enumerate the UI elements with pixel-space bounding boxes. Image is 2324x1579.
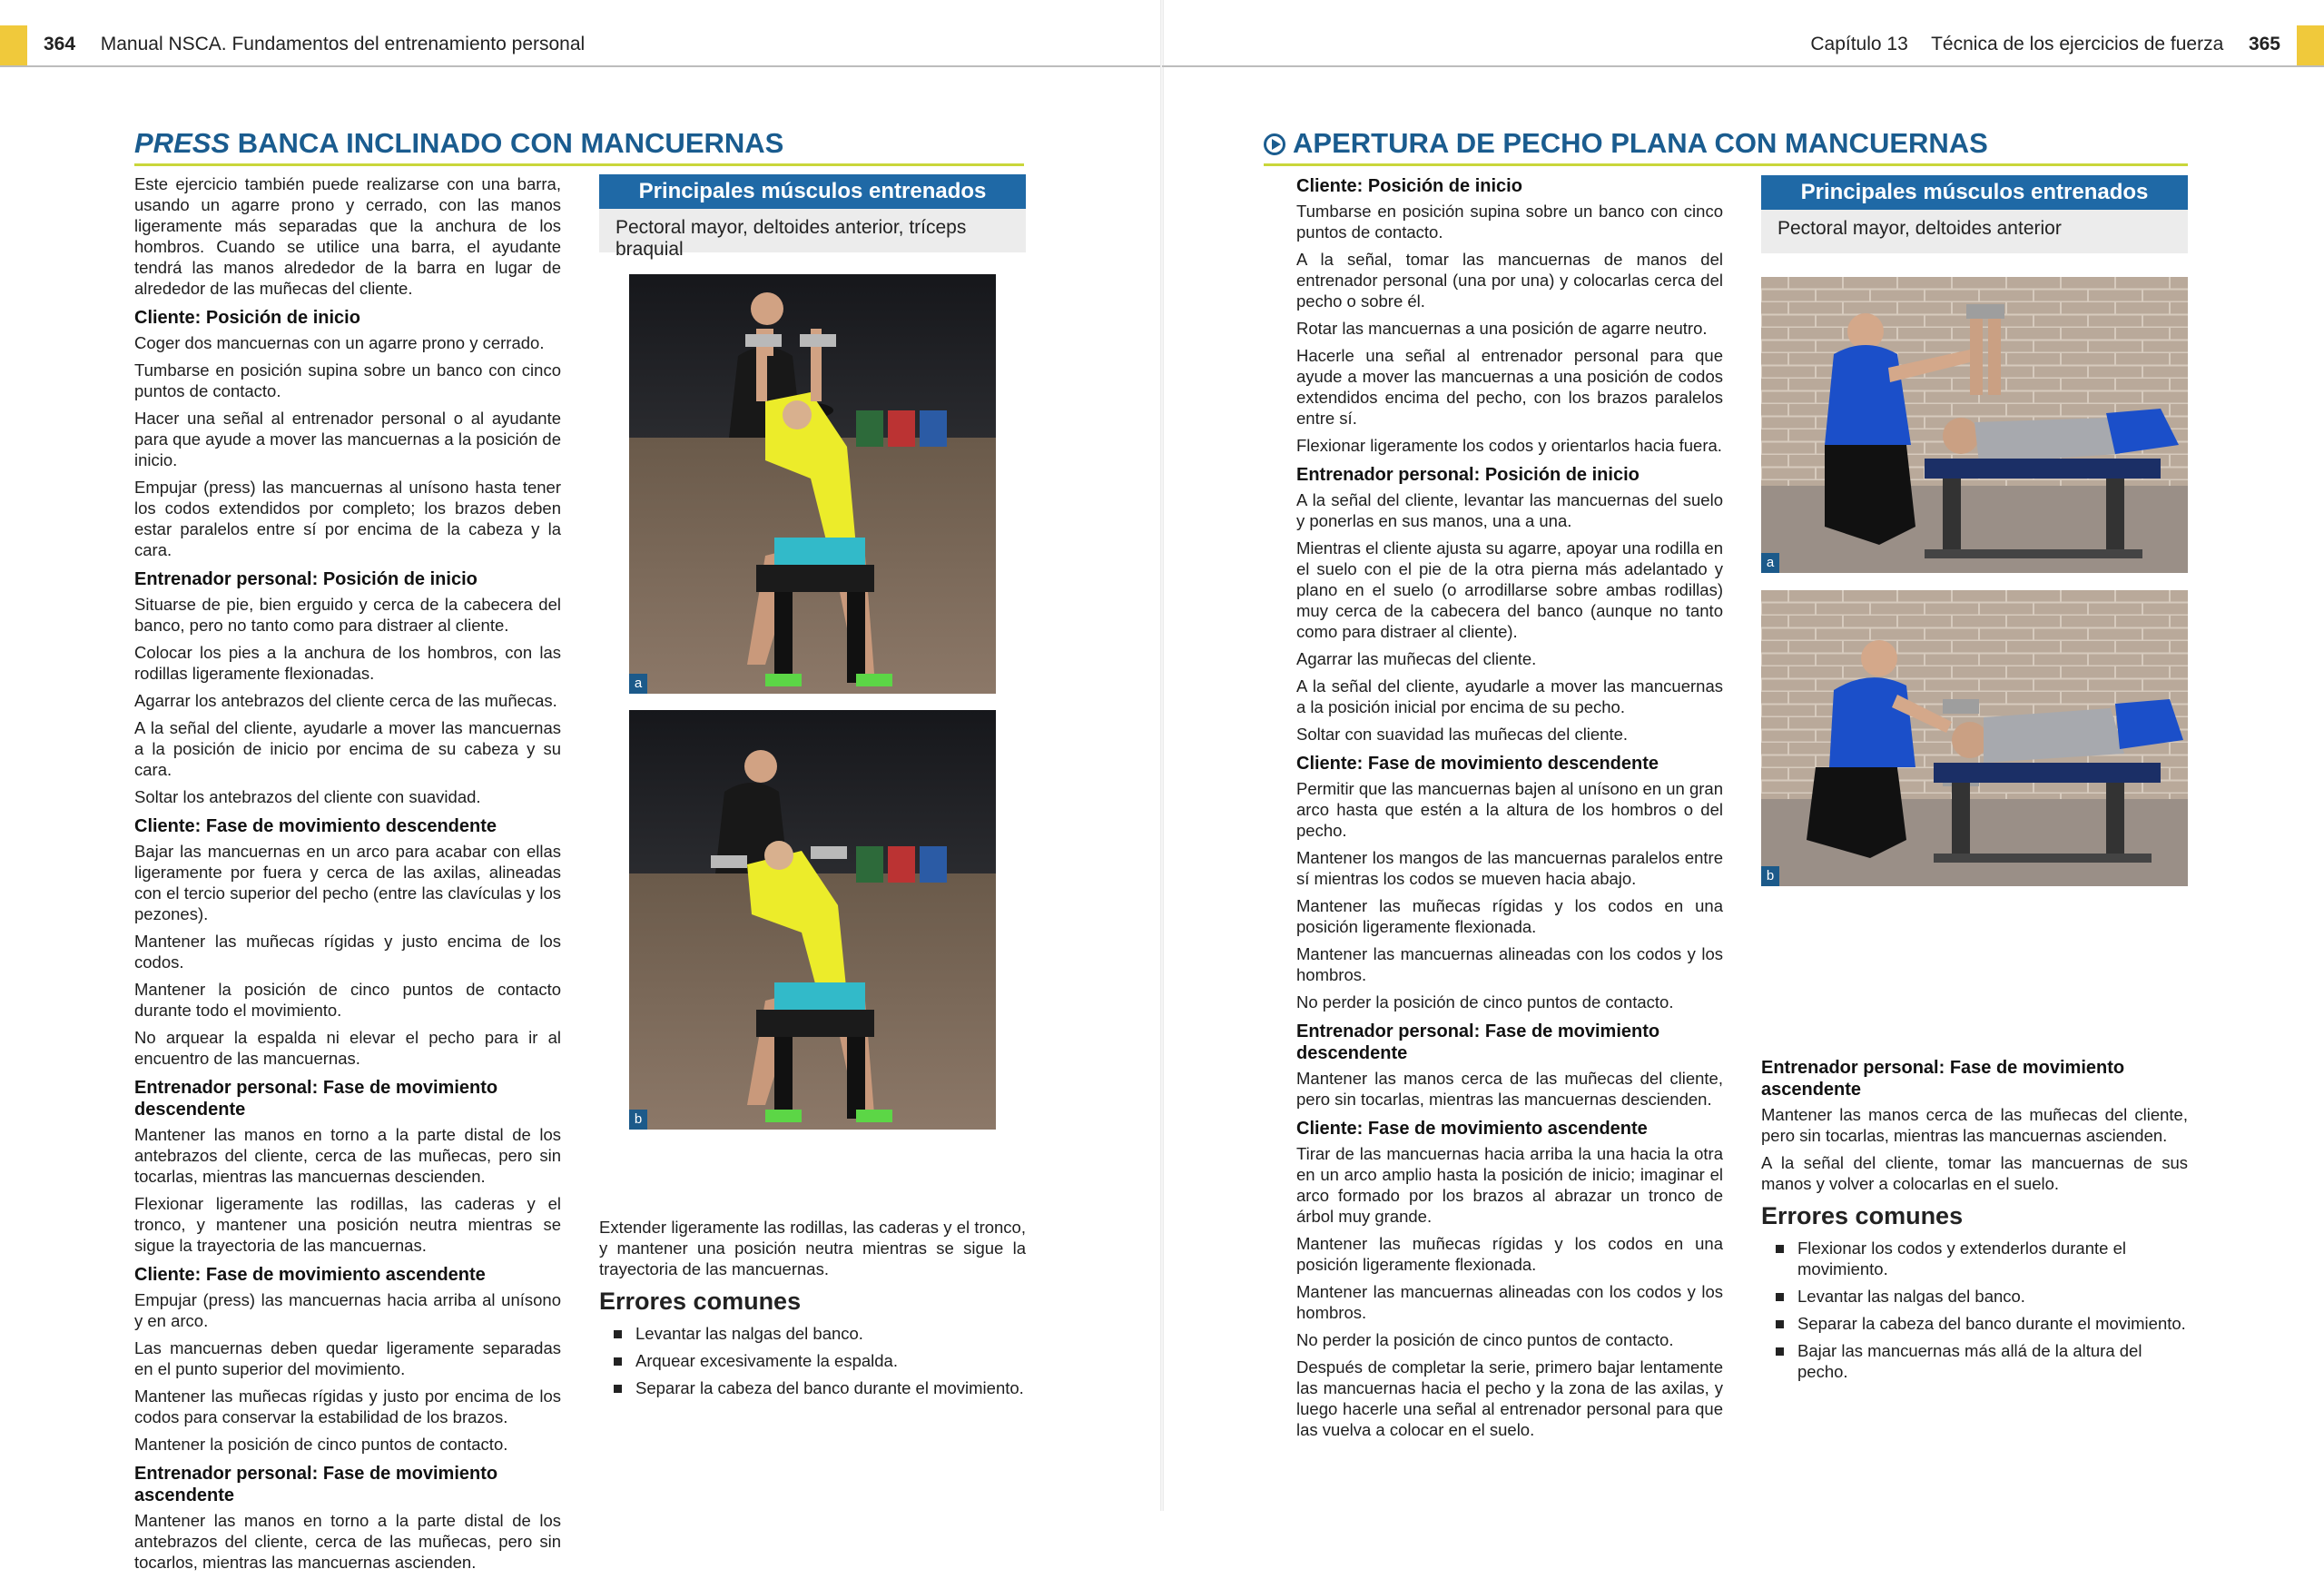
secondary-column — [1761, 1057, 2188, 1388]
instruction-step: Mientras el cliente ajusta su agarre, apoyar una rodilla en el suelo con el pie de la otra pierna más adelantado y plano en el suelo (o arrodillarse sobre ambas rodillas) muy cerca de la cabecera del banco (aunque no tanto como para distraer al cliente). — [1296, 538, 1723, 641]
instruction-step: A la señal del cliente, ayudarle a mover las mancuernas a la posición inicial por encima de su pecho. — [1296, 676, 1723, 716]
error-item: Bajar las mancuernas más allá de la altura del pecho. — [1761, 1340, 2188, 1382]
instruction-step: Permitir que las mancuernas bajen al unísono en un gran arco hasta que estén a la altura de los hombros o del pecho. — [1296, 779, 1723, 840]
instruction-step: Empujar (press) las mancuernas hacia arriba al unísono y en arco. — [134, 1290, 561, 1330]
instruction-step: Mantener las manos cerca de las muñecas del cliente, pero sin tocarlas, mientras las mancuernas descienden. — [1296, 1069, 1723, 1109]
instruction-step: Hacer una señal al entrenador personal o al ayudante para que ayude a mover las mancuernas a la posición de inicio. — [134, 409, 561, 469]
instruction-step: Tumbarse en posición supina sobre un banco con cinco puntos de contacto. — [1296, 202, 1723, 242]
instruction-step: Flexionar ligeramente las rodillas, las caderas y el tronco, y mantener una posición neutra mientras se sigue la trayectoria de las mancuernas. — [134, 1194, 561, 1255]
instruction-step: Mantener las manos en torno a la parte distal de los antebrazos del cliente, cerca de las muñecas, pero sin tocarlos, mientras las mancuernas ascienden. — [134, 1511, 561, 1572]
instruction-step: Rotar las mancuernas a una posición de agarre neutro. — [1296, 319, 1708, 338]
section-heading-cliente-fase-de-movimiento-ascendente: Cliente: Fase de movimiento ascendente — [1296, 1119, 1648, 1139]
instruction-step: Tirar de las mancuernas hacia arriba la una hacia la otra en un arco amplio hasta la posición de inicio; imaginar el arco formado por los brazos al abrazar un tronco de árbol muy grande. — [1296, 1144, 1723, 1226]
left-page-header — [0, 25, 1162, 67]
instruction-step: No perder la posición de cinco puntos de contacto. — [1296, 992, 1674, 1012]
page-number: 364 — [44, 34, 76, 54]
exercise-title — [1264, 127, 2188, 166]
section-heading-entrenador-personal-posicion-de-inicio: Entrenador personal: Posición de inicio — [134, 569, 478, 589]
instruction-step: Mantener las muñecas rígidas y justo por encima de los codos para conservar la estabilidad de los brazos. — [134, 1387, 561, 1426]
photo-label-b: b — [629, 1110, 647, 1130]
chapter-title: Técnica de los ejercicios de fuerza — [1931, 34, 2224, 54]
photo-label-b: b — [1761, 866, 1779, 886]
instruction-step: Mantener las mancuernas alineadas con los codos y los hombros. — [1296, 1282, 1723, 1322]
muscles-heading: Principales músculos entrenados — [1761, 175, 2188, 210]
section-heading-entrenador-personal-fase-de-movimiento-ascendente: Entrenador personal: Fase de movimiento ascendente — [134, 1464, 498, 1505]
section-heading-cliente-posicion-de-inicio: Cliente: Posición de inicio — [1296, 176, 1522, 196]
continuation-text: Extender ligeramente las rodillas, las caderas y el tronco, y mantener una posición neutra mientras se sigue la trayectoria de las mancuernas. — [599, 1218, 1026, 1278]
continuation-column — [599, 1217, 1026, 1405]
muscles-box — [599, 174, 1026, 260]
instruction-step: Mantener los mangos de las mancuernas paralelos entre sí mientras los codos se mueven hacia abajo. — [1296, 848, 1723, 888]
section-heading-entrenador-personal-fase-de-movimiento-descendente: Entrenador personal: Fase de movimiento descendente — [1296, 1021, 1660, 1063]
left-page — [0, 0, 1162, 1572]
instruction-step: Hacerle una señal al entrenador personal para que ayude a mover las mancuernas a una posición de codos extendidos encima del pecho, con los brazos paralelos entre sí. — [1296, 346, 1723, 428]
section-heading-entrenador-personal-fase-de-movimiento-ascendente: Entrenador personal: Fase de movimiento ascendente — [1761, 1058, 2125, 1100]
photo-label-a: a — [1761, 553, 1779, 573]
instructions-column — [1296, 175, 1723, 1446]
instruction-step: Soltar con suavidad las muñecas del cliente. — [1296, 725, 1629, 744]
error-item: Arquear excesivamente la espalda. — [599, 1350, 1026, 1371]
section-heading-cliente-fase-de-movimiento-descendente: Cliente: Fase de movimiento descendente — [1296, 754, 1659, 774]
play-icon — [1264, 133, 1285, 155]
instruction-step: Mantener las manos cerca de las muñecas del cliente, pero sin tocarlas, mientras las mancuernas ascienden. — [1761, 1105, 2188, 1145]
muscles-text: Pectoral mayor, deltoides anterior — [1777, 218, 2062, 239]
muscles-text: Pectoral mayor, deltoides anterior, tríceps braquial — [615, 217, 967, 260]
exercise-title-text: APERTURA DE PECHO PLANA CON MANCUERNAS — [1293, 127, 1988, 159]
errors-list — [1761, 1238, 2188, 1382]
exercise-photo-b — [1761, 590, 2188, 886]
instruction-step: Mantener las muñecas rígidas y justo encima de los codos. — [134, 932, 561, 972]
instruction-step: Flexionar ligeramente los codos y orientarlos hacia fuera. — [1296, 436, 1722, 455]
instruction-step: Las mancuernas deben quedar ligeramente separadas en el punto superior del movimiento. — [134, 1338, 561, 1378]
error-item: Levantar las nalgas del banco. — [1761, 1286, 2188, 1307]
instruction-step: No arquear la espalda ni elevar el pecho para ir al encuentro de las mancuernas. — [134, 1028, 561, 1068]
instruction-step: Agarrar los antebrazos del cliente cerca de las muñecas. — [134, 691, 557, 710]
right-page-header — [1162, 25, 2324, 67]
exercise-title — [134, 127, 1024, 166]
instruction-step: Empujar (press) las mancuernas al unísono hasta tener los codos extendidos por completo; los brazos deben estar paralelos entre sí por encima de la cabeza y la cara. — [134, 478, 561, 559]
exercise-title-italic: PRESS — [134, 127, 231, 159]
instruction-step: Mantener la posición de cinco puntos de contacto. — [134, 1435, 508, 1454]
section-heading-cliente-fase-de-movimiento-ascendente: Cliente: Fase de movimiento ascendente — [134, 1265, 486, 1285]
section-heading-entrenador-personal-posicion-de-inicio: Entrenador personal: Posición de inicio — [1296, 465, 1640, 485]
instruction-step: A la señal del cliente, levantar las mancuernas del suelo y ponerlas en sus manos, una a una. — [1296, 490, 1723, 530]
error-item: Separar la cabeza del banco durante el movimiento. — [1761, 1313, 2188, 1334]
instruction-step: Mantener las muñecas rígidas y los codos en una posición ligeramente flexionada. — [1296, 1234, 1723, 1274]
exercise-photo-a — [629, 274, 996, 694]
instruction-step: Tumbarse en posición supina sobre un banco con cinco puntos de contacto. — [134, 360, 561, 400]
muscles-box — [1761, 175, 2188, 253]
book-title: Manual NSCA. Fundamentos del entrenamiento personal — [100, 34, 586, 54]
instruction-step: Mantener las muñecas rígidas y los codos en una posición ligeramente flexionada. — [1296, 896, 1723, 936]
instruction-step: Situarse de pie, bien erguido y cerca de la cabecera del banco, pero no tanto como para distraer al cliente. — [134, 595, 561, 635]
instruction-step: Colocar los pies a la anchura de los hombros, con las rodillas ligeramente flexionadas. — [134, 643, 561, 683]
instruction-step: Después de completar la serie, primero bajar lentamente las mancuernas hacia el pecho y la zona de las axilas, y luego hacerle una señal al entrenador personal para que las vuelva a colocar en el suelo. — [1296, 1357, 1723, 1439]
muscles-heading: Principales músculos entrenados — [599, 174, 1026, 209]
error-item: Separar la cabeza del banco durante el movimiento. — [599, 1377, 1026, 1398]
instruction-step: Mantener la posición de cinco puntos de contacto durante todo el movimiento. — [134, 980, 561, 1020]
instruction-step: Bajar las mancuernas en un arco para acabar con ellas ligeramente por fuera y cerca de las axilas, alineadas con el tercio superior del pecho (entre las clavículas y los pezones). — [134, 842, 561, 923]
instructions-column — [134, 173, 561, 1579]
error-item: Levantar las nalgas del banco. — [599, 1323, 1026, 1344]
page-number: 365 — [2248, 34, 2280, 54]
instruction-step: Agarrar las muñecas del cliente. — [1296, 649, 1537, 668]
instruction-step: A la señal del cliente, ayudarle a mover las mancuernas a la posición de inicio por encima de su cabeza y su cara. — [134, 718, 561, 779]
intro-paragraph: Este ejercicio también puede realizarse con una barra, usando un agarre prono y cerrado, con las manos ligeramente más separadas que la anchura de los hombros. Cuando se utilice una barra, el ayudante tendrá las manos alrededor de la barra en lugar de alrededor de las muñecas del cliente. — [134, 174, 561, 298]
exercise-title-rest: BANCA INCLINADO CON MANCUERNAS — [230, 127, 784, 159]
right-page — [1162, 0, 2324, 1511]
error-item: Flexionar los codos y extenderlos durante el movimiento. — [1761, 1238, 2188, 1279]
errors-heading: Errores comunes — [1761, 1202, 1964, 1229]
errors-list — [599, 1323, 1026, 1398]
exercise-photo-b — [629, 710, 996, 1130]
chapter-label: Capítulo 13 — [1810, 34, 1908, 54]
instruction-step: A la señal, tomar las mancuernas de manos del entrenador personal (una por una) y colocarlas cerca del pecho o sobre él. — [1296, 250, 1723, 311]
instruction-step: Mantener las manos en torno a la parte distal de los antebrazos del cliente, cerca de las muñecas, pero sin tocarlas, mientras las mancuernas descienden. — [134, 1125, 561, 1186]
header-color-tab — [0, 25, 27, 65]
section-heading-cliente-posicion-de-inicio: Cliente: Posición de inicio — [134, 308, 360, 328]
instruction-step: No perder la posición de cinco puntos de contacto. — [1296, 1330, 1674, 1349]
instruction-step: Coger dos mancuernas con un agarre prono y cerrado. — [134, 333, 545, 352]
photo-label-a: a — [629, 674, 647, 694]
errors-heading: Errores comunes — [599, 1288, 802, 1315]
instruction-step: Soltar los antebrazos del cliente con suavidad. — [134, 787, 481, 806]
instruction-step: A la señal del cliente, tomar las mancuernas de sus manos y volver a colocarlas en el suelo. — [1761, 1153, 2188, 1193]
exercise-photo-a — [1761, 277, 2188, 573]
section-heading-entrenador-personal-fase-de-movimiento-descendente: Entrenador personal: Fase de movimiento descendente — [134, 1078, 498, 1120]
instruction-step: Mantener las mancuernas alineadas con los codos y los hombros. — [1296, 944, 1723, 984]
section-heading-cliente-fase-de-movimiento-descendente: Cliente: Fase de movimiento descendente — [134, 816, 497, 836]
header-color-tab — [2297, 25, 2324, 65]
